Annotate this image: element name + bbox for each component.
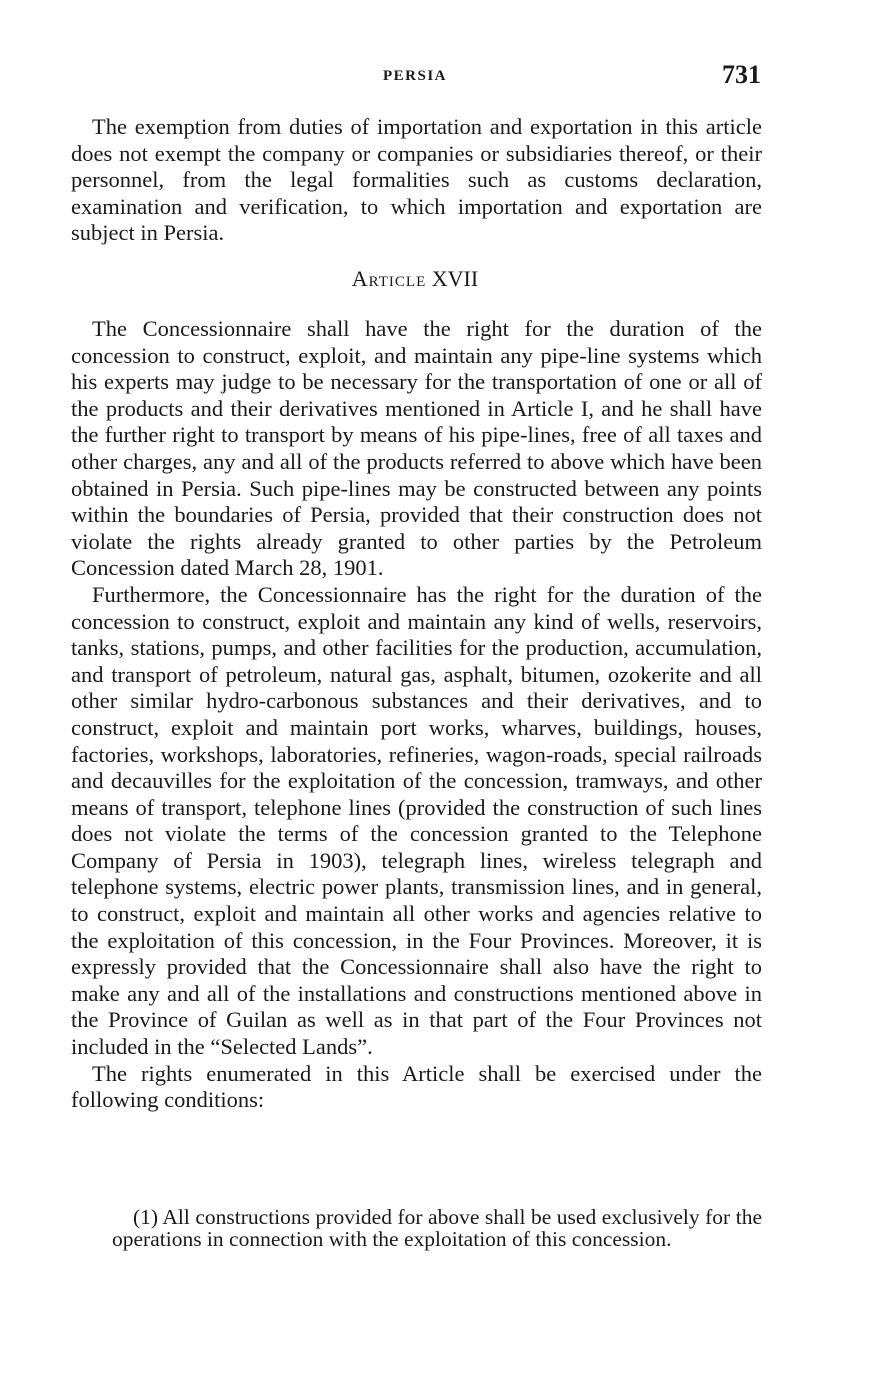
- article-label: Article: [351, 266, 427, 291]
- article-heading: [0, 266, 830, 292]
- running-title: PERSIA: [382, 68, 447, 84]
- article-number: XVII: [431, 266, 479, 291]
- running-header: [0, 62, 879, 102]
- exemption-paragraph: The exemption from duties of importation and exportation in this article does not exempt the company or companies or subsidiaries thereof, or their personnel, from the legal formalities such as customs declaration, examination and verification, to which importation and exportation are subject in Persia.: [71, 114, 762, 246]
- article-body: [71, 316, 762, 1114]
- page-number: 731: [722, 60, 761, 89]
- exemption-paragraph-block: [71, 114, 762, 247]
- pipeline-paragraph: The Concessionnaire shall have the right for the duration of the concession to construct, exploit, and maintain any pipe-line systems which his experts may judge to be necessary for the transportation of one or all of the products and their derivatives mentioned in Article I, and he shall have the further right to transport by means of his pipe-lines, free of all taxes and other charges, any and all of the products referred to above which have been obtained in Persia. Such pipe-lines may be constructed between any points within the boundaries of Persia, provided that their construction does not violate the rights already granted to other parties by the Petroleum Concession dated March 28, 1901.: [71, 316, 762, 581]
- conditions-intro-paragraph: The rights enumerated in this Article shall be exercised under the following conditions:: [71, 1060, 762, 1113]
- furthermore-paragraph: Furthermore, the Concessionnaire has the right for the duration of the concession to construct, exploit and maintain any kind of wells, reservoirs, tanks, stations, pumps, and other facilities for the production, accumulation, and transport of petroleum, natural gas, asphalt, bitumen, ozokerite and all other similar hydro-carbonous substances and their derivatives, and to construct, exploit and maintain port works, wharves, buildings, houses, factories, workshops, laboratories, refineries, wagon-roads, special railroads and decauvilles for the exploitation of the concession, tramways, and other means of transport, telephone lines (provided the construction of such lines does not violate the terms of the concession granted to the Telephone Company of Persia in 1903), telegraph lines, wireless telegraph and telephone systems, electric power plants, transmission lines, and in general, to construct, exploit and maintain all other works and agencies relative to the exploitation of this concession, in the Four Provinces. Moreover, it is expressly provided that the Concessionnaire shall also have the right to make any and all of the installations and constructions mentioned above in the Province of Guilan as well as in that part of the Four Provinces not included in the “Selected Lands”.: [71, 581, 762, 1060]
- condition-item-1: (1) All constructions provided for above shall be used exclusively for the operations in connection with the exploitation of this concession.: [112, 1205, 762, 1251]
